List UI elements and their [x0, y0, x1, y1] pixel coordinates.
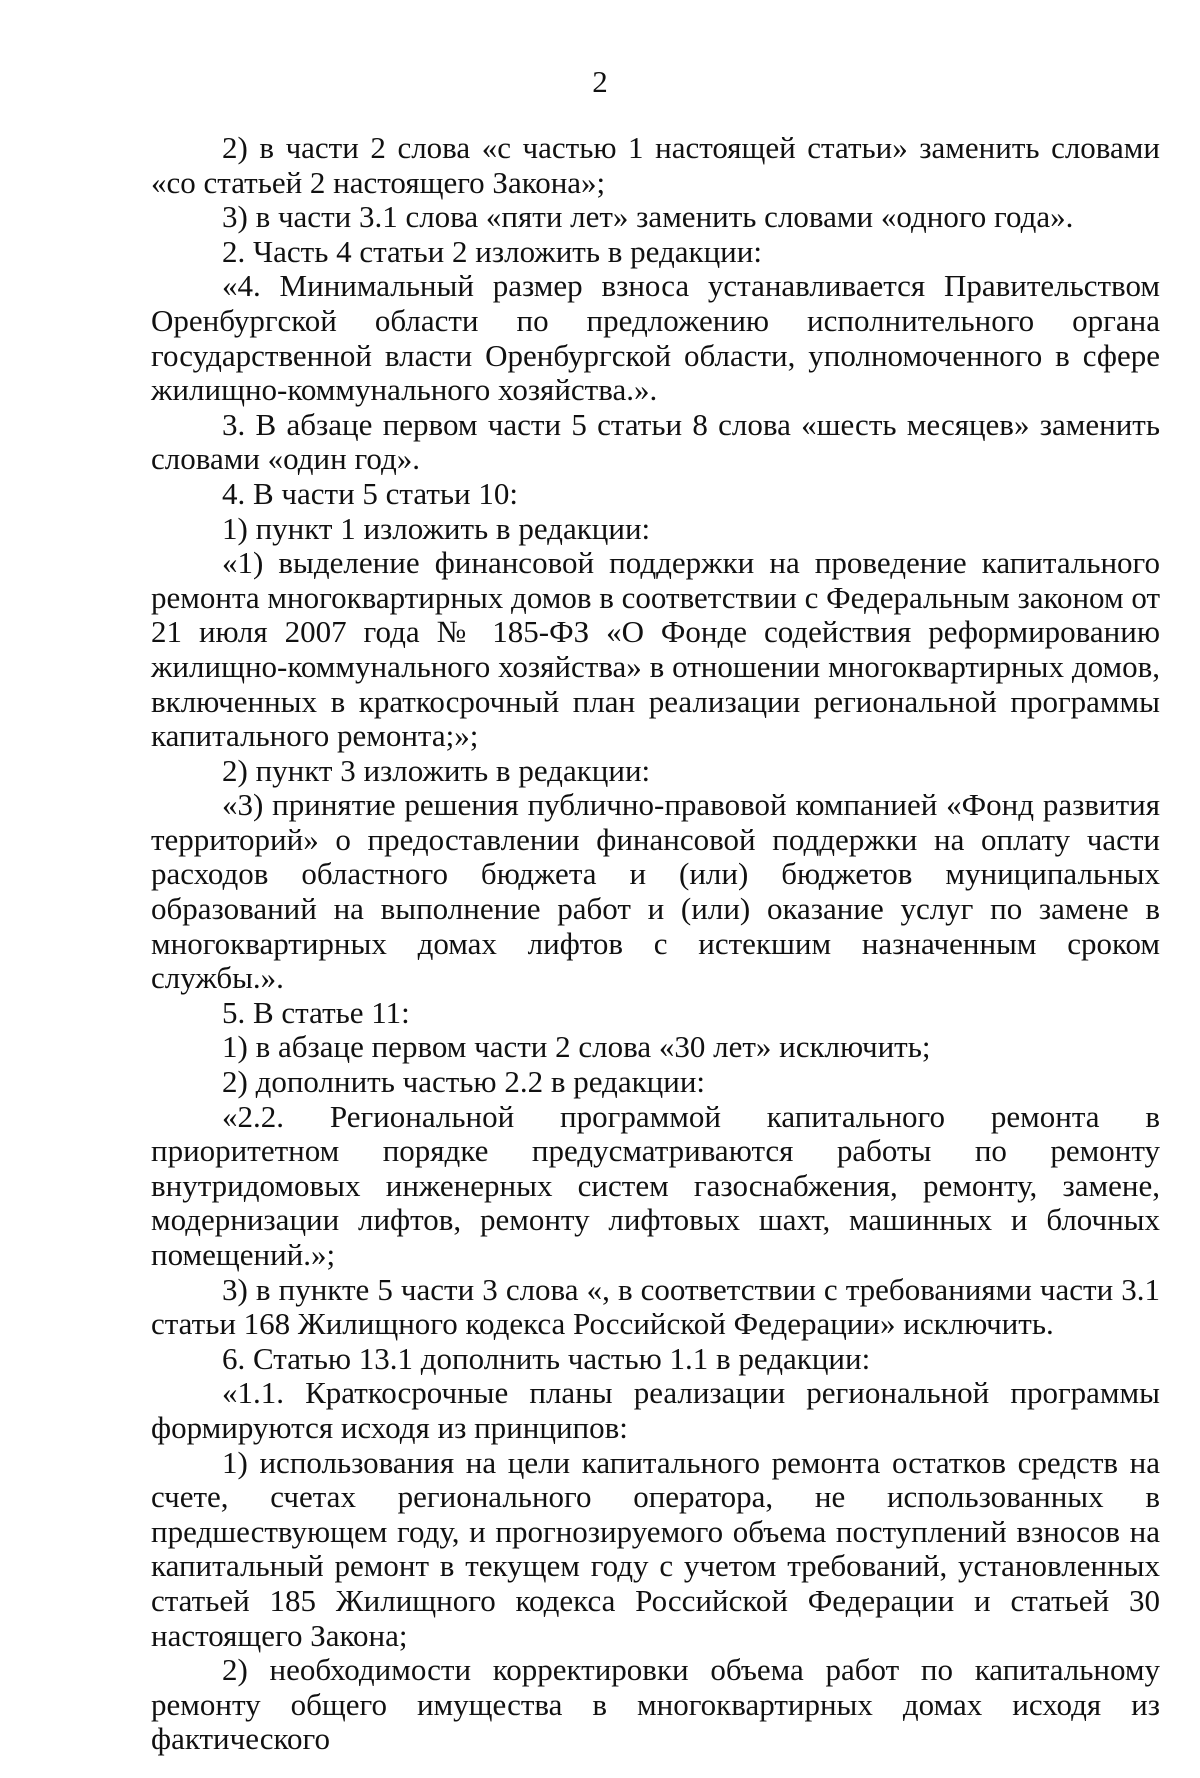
paragraph: 3) в части 3.1 слова «пяти лет» заменить словами «одного года».: [222, 199, 1074, 235]
page-number: 2: [592, 64, 608, 99]
paragraph: 2) необходимости корректировки объема работ по капитальному ремонту общего имущества в многоквартирных домах исходя из фактического: [151, 1652, 1160, 1757]
paragraph: 1) использования на цели капитального ремонта остатков средств на счете, счетах регионального оператора, не использованных в предшествующем году, и прогнозируемого объема поступлений взносов на капитальный ремонт в текущем году с учетом требований, установленных статьей 185 Жилищного кодекса Российской Федерации и статьей 30 настоящего Закона;: [151, 1444, 1160, 1653]
paragraph: «3) принятие решения публично-правовой компанией «Фонд развития территорий» о предоставлении финансовой поддержки на оплату части расходов областного бюджета и (или) бюджетов муниципальных образований на выполнение работ и (или) оказание услуг по замене в многоквартирных домах лифтов с истекшим назначенным сроком службы.».: [151, 787, 1160, 996]
paragraph: 3. В абзаце первом части 5 статьи 8 слова «шесть месяцев» заменить словами «один год».: [151, 406, 1160, 477]
paragraph: 4. В части 5 статьи 10:: [222, 475, 518, 511]
paragraph: 2) в части 2 слова «с частью 1 настоящей статьи» заменить словами «со статьей 2 настоящего Закона»;: [151, 130, 1160, 200]
paragraph: 3) в пункте 5 части 3 слова «, в соответствии с требованиями части 3.1 статьи 168 Жилищного кодекса Российской Федерации» исключить.: [151, 1271, 1160, 1342]
paragraph: 1) в абзаце первом части 2 слова «30 лет» исключить;: [222, 1029, 931, 1065]
paragraph: «1) выделение финансовой поддержки на проведение капитального ремонта многоквартирных домов в соответствии с Федеральным законом от 21 июля 2007 года № 185-ФЗ «О Фонде содействия реформированию жилищно-коммунального хозяйства» в отношении многоквартирных домов, включенных в краткосрочный план реализации региональной программы капитального ремонта;»;: [151, 545, 1160, 754]
paragraph: 2) пункт 3 изложить в редакции:: [222, 752, 651, 788]
paragraph: 1) пункт 1 изложить в редакции:: [222, 510, 651, 546]
paragraph: 2. Часть 4 статьи 2 изложить в редакции:: [222, 233, 762, 269]
paragraph: 6. Статью 13.1 дополнить частью 1.1 в редакции:: [222, 1340, 871, 1376]
paragraph: 5. В статье 11:: [222, 994, 410, 1030]
document-body: [151, 131, 1160, 1757]
paragraph: «2.2. Региональной программой капитального ремонта в приоритетном порядке предусматриваются работы по ремонту внутридомовых инженерных систем газоснабжения, ремонту, замене, модернизации лифтов, ремонту лифтовых шахт, машинных и блочных помещений.»;: [151, 1098, 1160, 1272]
paragraph: «1.1. Краткосрочные планы реализации региональной программы формируются исходя из принципов:: [151, 1375, 1160, 1445]
paragraph: «4. Минимальный размер взноса устанавливается Правительством Оренбургской области по предложению исполнительного органа государственной власти Оренбургской области, уполномоченного в сфере жилищно-коммунального хозяйства.».: [151, 268, 1160, 408]
paragraph: 2) дополнить частью 2.2 в редакции:: [222, 1064, 706, 1100]
